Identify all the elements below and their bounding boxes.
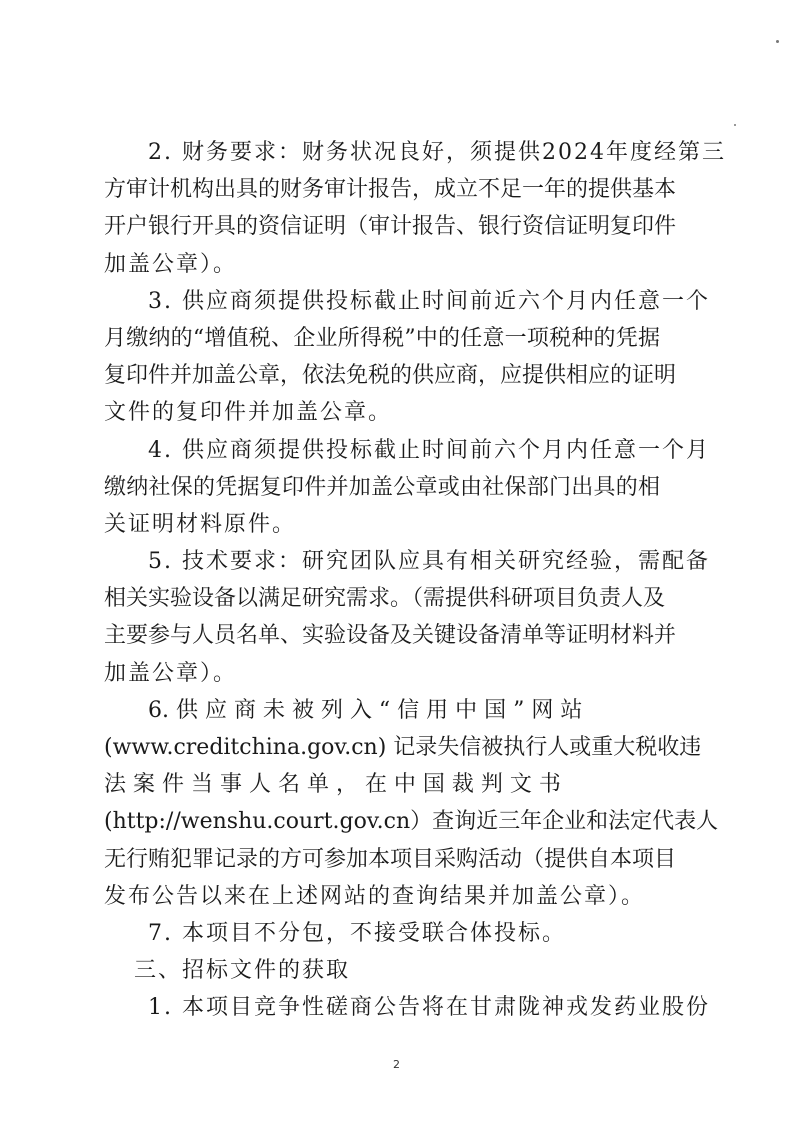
text-line: 复印件并加盖公章，依法免税的供应商，应提供相应的证明 bbox=[104, 363, 677, 389]
document-body bbox=[104, 134, 726, 1027]
text-line: 3. 供应商须提供投标截止时间前近六个月内任意一个 bbox=[148, 288, 710, 314]
text-line: 开户银行开具的资信证明（审计报告、银行资信证明复印件 bbox=[104, 214, 677, 240]
text-line: 关证明材料原件。 bbox=[104, 511, 297, 537]
text-line: 1. 本项目竞争性磋商公告将在甘肃陇神戎发药业股份 bbox=[148, 995, 710, 1021]
text-line: 发布公告以来在上述网站的查询结果并加盖公章）。 bbox=[104, 883, 646, 909]
text-line: 无行贿犯罪记录的方可参加本项目采购活动（提供自本项目 bbox=[104, 846, 677, 872]
text-line: 加盖公章）。 bbox=[104, 660, 238, 686]
text-line: 2. 财务要求：财务状况良好，须提供2024年度经第三 bbox=[148, 140, 726, 165]
text-line: 4. 供应商须提供投标截止时间前六个月内任意一个月 bbox=[148, 437, 710, 463]
text-line: 缴纳社保的凭据复印件并加盖公章或由社保部门出具的相 bbox=[104, 474, 660, 500]
text-line: (http://wenshu.court.gov.cn）查询近三年企业和法定代表人 bbox=[104, 809, 719, 835]
scan-speck bbox=[776, 40, 779, 43]
text-line: 方审计机构出具的财务审计报告，成立不足一年的提供基本 bbox=[104, 177, 677, 203]
text-line: 文件的复印件并加盖公章。 bbox=[104, 400, 393, 426]
text-line: (www.creditchina.gov.cn) 记录失信被执行人或重大税收违 bbox=[104, 735, 702, 760]
text-line: 月缴纳的“增值税、企业所得税”中的任意一项税种的凭据 bbox=[104, 325, 660, 351]
page-number: 2 bbox=[393, 1058, 400, 1071]
text-line: 6. 供 应 商 未 被 列 入 “ 信 用 中 国 ” 网 站 bbox=[148, 697, 583, 723]
text-line: 5. 技术要求：研究团队应具有相关研究经验，需配备 bbox=[148, 549, 710, 575]
text-line: 法 案 件 当 事 人 名 单 ， 在 中 国 裁 判 文 书 bbox=[104, 772, 561, 798]
text-line: 7. 本项目不分包，不接受联合体投标。 bbox=[148, 920, 566, 946]
text-line: 相关实验设备以满足研究需求。（需提供科研项目负责人及 bbox=[104, 586, 666, 612]
section-heading: 三、招标文件的获取 bbox=[134, 958, 351, 984]
text-line: 主要参与人员名单、实验设备及关键设备清单等证明材料并 bbox=[104, 623, 677, 649]
scan-speck bbox=[734, 124, 736, 126]
text-line: 加盖公章）。 bbox=[104, 251, 238, 277]
